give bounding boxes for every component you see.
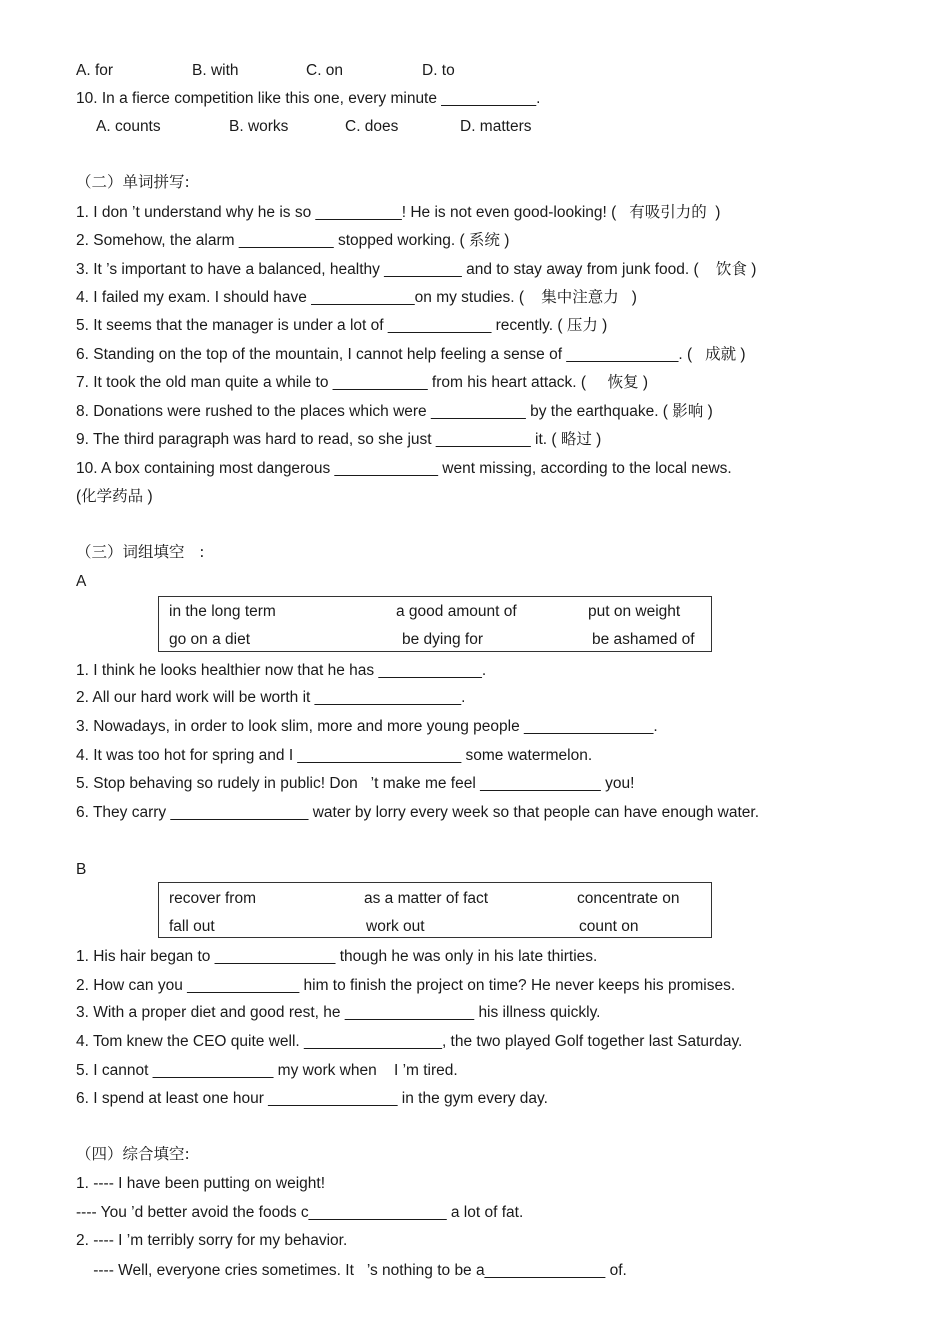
s2-item-2: 2. Somehow, the alarm ___________ stopped working. ( 系统 ): [76, 232, 510, 249]
word-box-a: [158, 596, 712, 652]
s3b-item-2: 2. How can you _____________ him to finish the project on time? He never keeps his promises.: [76, 977, 736, 994]
box-a-phrase: be dying for: [402, 631, 483, 648]
s2-item-7: 7. It took the old man quite a while to ___________ from his heart attack. ( 恢复 ): [76, 374, 649, 391]
q9-option-a: A. for: [76, 62, 114, 79]
s3b-item-5: 5. I cannot ______________ my work when I ’m tired.: [76, 1062, 458, 1079]
s3b-item-4: 4. Tom knew the CEO quite well. ________________, the two played Golf together last Saturday.: [76, 1033, 743, 1050]
q10-stem: 10. In a fierce competition like this one, every minute ___________.: [76, 90, 541, 107]
s3a-item-5: 5. Stop behaving so rudely in public! Don ’t make me feel ______________ you!: [76, 775, 635, 792]
box-a-phrase: be ashamed of: [592, 631, 695, 648]
box-b-phrase: recover from: [169, 890, 256, 907]
s3a-item-4: 4. It was too hot for spring and I ___________________ some watermelon.: [76, 747, 593, 764]
s3b-item-6: 6. I spend at least one hour _______________ in the gym every day.: [76, 1090, 548, 1107]
s4-item-1: 1. ---- I have been putting on weight!: [76, 1175, 326, 1192]
part-a-label: A: [76, 573, 87, 590]
section3-title: （三）词组填空 :: [76, 543, 205, 561]
q9-option-d: D. to: [422, 62, 455, 79]
s3b-item-1: 1. His hair began to ______________ though he was only in his late thirties.: [76, 948, 598, 965]
section4-title: （四）综合填空:: [76, 1145, 190, 1163]
word-box-b: [158, 882, 712, 938]
q10-option-c: C. does: [345, 118, 399, 135]
s3a-item-3: 3. Nowadays, in order to look slim, more and more young people _______________.: [76, 718, 658, 735]
part-b-label: B: [76, 861, 87, 878]
s4-item-2: 2. ---- I ’m terribly sorry for my behavior.: [76, 1232, 348, 1249]
box-a-phrase: a good amount of: [396, 603, 517, 620]
s3a-item-2: 2. All our hard work will be worth it _________________.: [76, 689, 466, 706]
s4-item-1-reply: ---- You ’d better avoid the foods c________________ a lot of fat.: [76, 1204, 524, 1221]
s2-item-10: 10. A box containing most dangerous ____________ went missing, according to the local news.: [76, 460, 732, 477]
box-b-phrase: work out: [366, 918, 425, 935]
q10-option-b: B. works: [229, 118, 289, 135]
section2-title: （二）单词拼写:: [76, 173, 190, 191]
box-a-phrase: go on a diet: [169, 631, 251, 648]
q10-option-a: A. counts: [96, 118, 161, 135]
s2-item-4: 4. I failed my exam. I should have ____________on my studies. ( 集中注意力 ): [76, 289, 637, 306]
s2-item-10-hint: (化学药品 ): [76, 488, 153, 505]
box-b-phrase: as a matter of fact: [364, 890, 489, 907]
q9-option-c: C. on: [306, 62, 344, 79]
box-a-phrase: in the long term: [169, 603, 276, 620]
s4-item-2-reply: ---- Well, everyone cries sometimes. It ’s nothing to be a______________ of.: [76, 1262, 627, 1279]
box-b-phrase: concentrate on: [577, 890, 680, 907]
s3a-item-6: 6. They carry ________________ water by lorry every week so that people can have enough water.: [76, 804, 760, 821]
s2-item-3: 3. It ’s important to have a balanced, healthy _________ and to stay away from junk food. ( 饮食 ): [76, 261, 757, 278]
s2-item-8: 8. Donations were rushed to the places which were ___________ by the earthquake. ( 影响 ): [76, 403, 713, 420]
s2-item-9: 9. The third paragraph was hard to read, so she just ___________ it. ( 略过 ): [76, 431, 602, 448]
s2-item-5: 5. It seems that the manager is under a lot of ____________ recently. ( 压力 ): [76, 317, 608, 334]
box-a-phrase: put on weight: [588, 603, 681, 620]
q9-option-b: B. with: [192, 62, 239, 79]
box-b-phrase: count on: [579, 918, 639, 935]
box-b-phrase: fall out: [169, 918, 215, 935]
q10-option-d: D. matters: [460, 118, 532, 135]
s3a-item-1: 1. I think he looks healthier now that he has ____________.: [76, 662, 487, 679]
s2-item-6: 6. Standing on the top of the mountain, I cannot help feeling a sense of _____________. ( 成就 ): [76, 346, 746, 363]
s3b-item-3: 3. With a proper diet and good rest, he _______________ his illness quickly.: [76, 1004, 601, 1021]
s2-item-1: 1. I don ’t understand why he is so __________! He is not even good-looking! ( 有吸引力的 ): [76, 204, 721, 221]
